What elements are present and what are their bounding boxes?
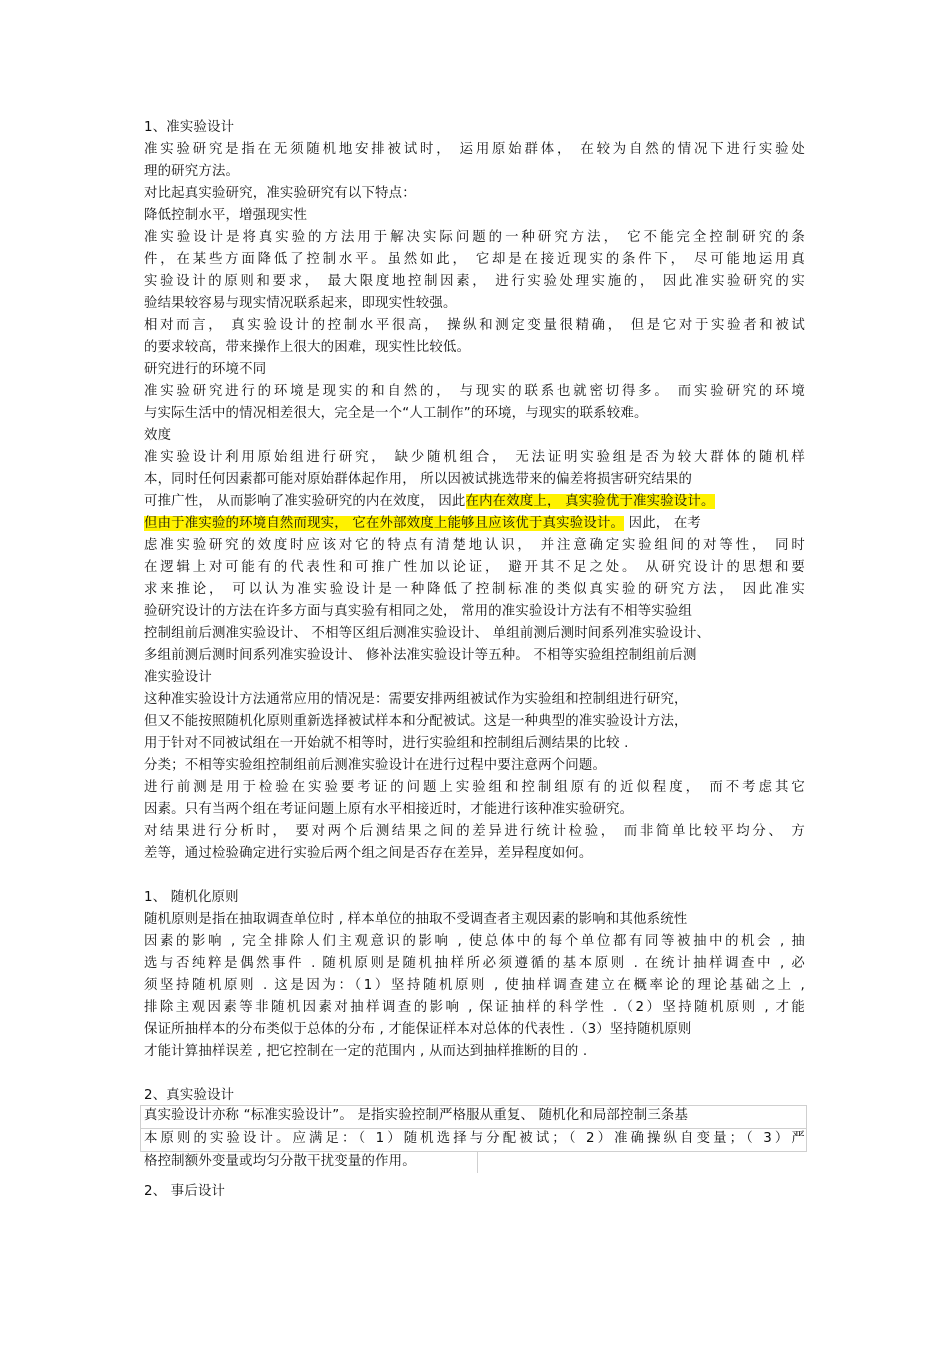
paragraph-line: 进行前测是用于检验在实验要考证的问题上实验组和控制组原有的近似程度， 而不考虑其它 xyxy=(144,780,805,795)
section-heading-quasi-experiment: 1、准实验设计 xyxy=(144,120,235,135)
paragraph-line: 分类；不相等实验组控制组前后测准实验设计在进行过程中要注意两个问题。 xyxy=(144,758,607,773)
paragraph-line: 验研究设计的方法在许多方面与真实验有相同之处， 常用的准实验设计方法有不相等实验组 xyxy=(144,604,693,619)
paragraph-line: 因素的影响 , 完全排除人们主观意识的影响 , 使总体中的每个单位都有同等被抽中的机会 , 抽 xyxy=(144,934,805,949)
paragraph-line: 实验设计的原则和要求， 最大限度地控制因素， 进行实验处理实施的， 因此准实验研究的实 xyxy=(144,274,805,289)
paragraph-line: 本原则的实验设计。应满足：（ 1）随机选择与分配被试；（ 2）准确操纵自变量；（ 3）严 xyxy=(144,1131,805,1146)
paragraph-line: 与实际生活中的情况相差很大，完全是一个“人工制作”的环境，与现实的联系较难。 xyxy=(144,406,648,421)
paragraph-line: 选与否纯粹是偶然事件 . 随机原则是随机抽样所必须遵循的基本原则 . 在统计抽样调查中 , 必 xyxy=(144,956,805,971)
highlighted-text: 在内在效度上， 真实验优于准实验设计。 xyxy=(465,494,715,509)
text-segment: 因此， 在考 xyxy=(624,516,702,531)
section-heading-randomization: 1、 随机化原则 xyxy=(144,890,239,905)
paragraph-line: 差等，通过检验确定进行实验后两个组之间是否存在差异，差异程度如何。 xyxy=(144,846,593,861)
highlighted-text: 但由于准实验的环境自然而现实， 它在外部效度上能够且应该优于真实验设计。 xyxy=(144,516,625,531)
paragraph-line: 本，同时任何因素都可能对原始群体起作用， 所以因被试挑选带来的偏差将损害研究结果的 xyxy=(144,472,693,487)
paragraph-line: 件，在某些方面降低了控制水平。虽然如此， 它却是在接近现实的条件下， 尽可能地运用真 xyxy=(144,252,805,267)
subheading: 准实验设计 xyxy=(144,670,212,685)
paragraph-line: 因素。只有当两个组在考证问题上原有水平相接近时，才能进行该种准实验研究。 xyxy=(144,802,634,817)
subheading: 研究进行的环境不同 xyxy=(144,362,267,377)
paragraph-line xyxy=(144,513,701,535)
paragraph-line: 准实验设计利用原始组进行研究， 缺少随机组合， 无法证明实验组是否为较大群体的随机样 xyxy=(144,450,805,465)
paragraph-line: 须坚持随机原则 . 这是因为：（1）坚持随机原则 , 使抽样调查建立在概率论的理论基础之上 , xyxy=(144,978,805,993)
paragraph-line: 相对而言， 真实验设计的控制水平很高， 操纵和测定变量很精确， 但是它对于实验者和被试 xyxy=(144,318,805,333)
paragraph-line: 验结果较容易与现实情况联系起来，即现实性较强。 xyxy=(144,296,457,311)
section-heading-ex-post-facto: 2、 事后设计 xyxy=(144,1184,226,1199)
paragraph-line: 求来推论， 可以认为准实验设计是一种降低了控制标准的类似真实验的研究方法， 因此准实 xyxy=(144,582,805,597)
paragraph-line: 格控制额外变量或均匀分散干扰变量的作用。 xyxy=(144,1154,416,1169)
paragraph-line: 虑准实验研究的效度时应该对它的特点有清楚地认识， 并注意确定实验组间的对等性， 同时 xyxy=(144,538,805,553)
paragraph-line: 这种准实验设计方法通常应用的情况是：需要安排两组被试作为实验组和控制组进行研究， xyxy=(144,692,688,707)
paragraph-line: 多组前测后测时间系列准实验设计、 修补法准实验设计等五种。 不相等实验组控制组前后测 xyxy=(144,648,697,663)
paragraph-line xyxy=(144,491,715,513)
frame-divider xyxy=(477,1151,478,1173)
paragraph-line: 随机原则是指在抽取调查单位时 , 样本单位的抽取不受调查者主观因素的影响和其他系统性 xyxy=(144,912,688,927)
paragraph-line: 真实验设计亦称 “标准实验设计”。 是指实验控制严格服从重复、 随机化和局部控制三条基 xyxy=(144,1108,689,1123)
paragraph-line: 保证所抽样本的分布类似于总体的分布 , 才能保证样本对总体的代表性 .（3）坚持随机原则 xyxy=(144,1022,692,1037)
paragraph-line: 准实验研究是指在无须随机地安排被试时， 运用原始群体， 在较为自然的情况下进行实验处 xyxy=(144,142,805,157)
paragraph-line: 但又不能按照随机化原则重新选择被试样本和分配被试。这是一种典型的准实验设计方法， xyxy=(144,714,688,729)
paragraph-line: 对比起真实验研究，准实验研究有以下特点： xyxy=(144,186,416,201)
paragraph-line: 准实验设计是将真实验的方法用于解决实际问题的一种研究方法， 它不能完全控制研究的条 xyxy=(144,230,805,245)
text-segment: 可推广性， 从而影响了准实验研究的内在效度， 因此 xyxy=(144,494,466,509)
paragraph-line: 排除主观因素等非随机因素对抽样调查的影响 , 保证抽样的科学性 .（2）坚持随机原则 , 才能 xyxy=(144,1000,805,1015)
paragraph-line: 控制组前后测准实验设计、 不相等区组后测准实验设计、 单组前测后测时间系列准实验设计、 xyxy=(144,626,711,641)
paragraph-line: 在逻辑上对可能有的代表性和可推广性加以论证， 避开其不足之处。 从研究设计的思想和要 xyxy=(144,560,805,575)
paragraph-line: 的要求较高，带来操作上很大的困难，现实性比较低。 xyxy=(144,340,471,355)
subheading: 效度 xyxy=(144,428,172,443)
paragraph-line: 才能计算抽样误差 , 把它控制在一定的范围内 , 从而达到抽样推断的目的 . xyxy=(144,1044,588,1059)
paragraph-line: 准实验研究进行的环境是现实的和自然的， 与现实的联系也就密切得多。 而实验研究的环境 xyxy=(144,384,805,399)
paragraph-line: 对结果进行分析时， 要对两个后测结果之间的差异进行统计检验， 而非简单比较平均分、 方 xyxy=(144,824,805,839)
paragraph-line: 理的研究方法。 xyxy=(144,164,240,179)
paragraph-line: 用于针对不同被试组在一开始就不相等时，进行实验组和控制组后测结果的比较 . xyxy=(144,736,629,751)
subheading: 降低控制水平，增强现实性 xyxy=(144,208,308,223)
section-heading-true-experiment: 2、真实验设计 xyxy=(144,1088,235,1103)
